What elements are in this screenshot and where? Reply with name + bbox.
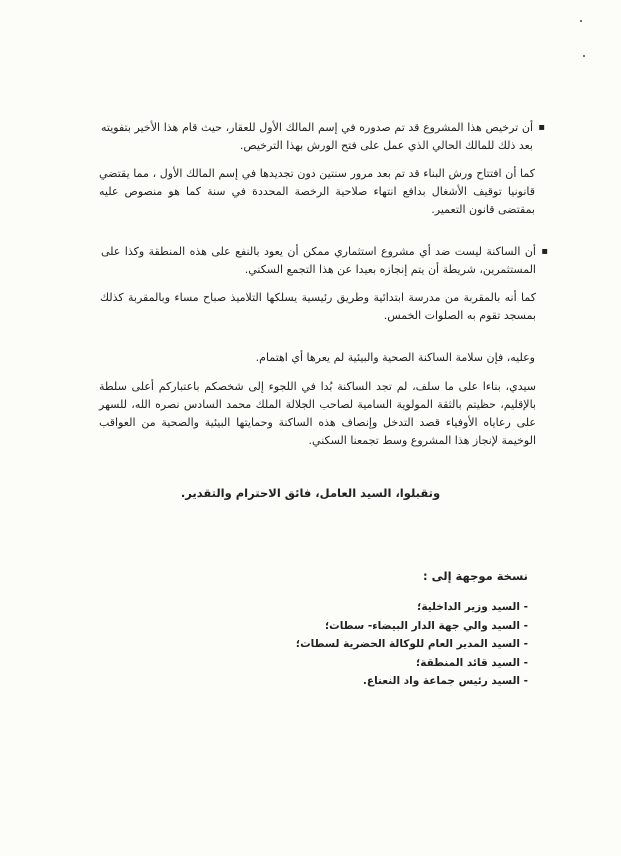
paragraph-license-issue [101, 119, 545, 155]
cc-recipient: - السيد وزير الداخلية؛ [417, 601, 528, 613]
cc-recipient: - السيد والي جهة الدار البيضاء- سطات؛ [324, 619, 528, 632]
paragraph-school-proximity: كما أنه بالمقربة من مدرسة ابتدائية وطريق رئيسية يسلكها التلاميذ صباح مساء وبالمقربة كذلك بمسجد تقوم به الصلوات الخمس. [100, 291, 536, 322]
scan-speck [580, 20, 582, 22]
closing-line: وتقبلوا، السيد العامل، فائق الاحترام والتقدير. [180, 486, 441, 500]
paragraph-license-expiry: كما أن افتتاح ورش البناء قد تم بعد مرور سنتين دون تجديدها في إسم المالك الأول ، مما يقتضي قانونيا توقيف الأشغال بدافع انتهاء صلاحية الرخصة المحددة في سنة كما هو منصوص عليه بمقتضى قانون التعمير. [99, 167, 535, 216]
cc-recipient: - السيد المدير العام للوكالة الحضرية لسطات؛ [295, 638, 528, 650]
paragraph-health-safety: وعليه، فإن سلامة الساكنة الصحية والبيئية لم يعرها أي اهتمام. [255, 351, 535, 364]
scan-speck [583, 55, 585, 57]
cc-recipient-list [296, 598, 528, 691]
paragraph-residents-position [101, 243, 548, 279]
cc-recipient: - السيد رئيس جماعة واد النعناع. [362, 675, 528, 687]
bullet-icon: ▪ [541, 246, 548, 257]
cc-recipient: - السيد قائد المنطقة؛ [416, 656, 528, 669]
bullet-icon: ▪ [538, 122, 545, 133]
cc-title: نسخة موجهة إلى : [423, 569, 528, 583]
paragraph-text: أن الساكنة ليست ضد أي مشروع استثماري ممكن أن يعود بالنفع على هذه المنطقة وكذا على المستثمرين، شريطة أن يتم إنجازه بعيدا عن هذا التجمع السكني. [101, 245, 536, 276]
paragraph-request: سيدي، بناءا على ما سلف، لم تجد الساكنة بُدا في اللجوء إلى شخصكم باعتباركم أعلى سلطة بالإقليم، حظيتم بالثقة المولوية السامية لصاحب الجلالة الملك محمد السادس نصره الله، للسهر على رعاياه الأوفياء قصد التدخل وإنصاف هذه الساكنة وحمايتها البيئية والصحية من العواقب الوخيمة لإنجاز هذا المشروع وسط تجمعنا السكني. [99, 380, 536, 447]
paragraph-text: أن ترخيص هذا المشروع قد تم صدوره في إسم المالك الأول للعقار، حيث قام هذا الأخير بتفويته بعد ذلك للمالك الحالي الذي عمل على فتح الورش بهذا الترخيص. [101, 121, 533, 152]
